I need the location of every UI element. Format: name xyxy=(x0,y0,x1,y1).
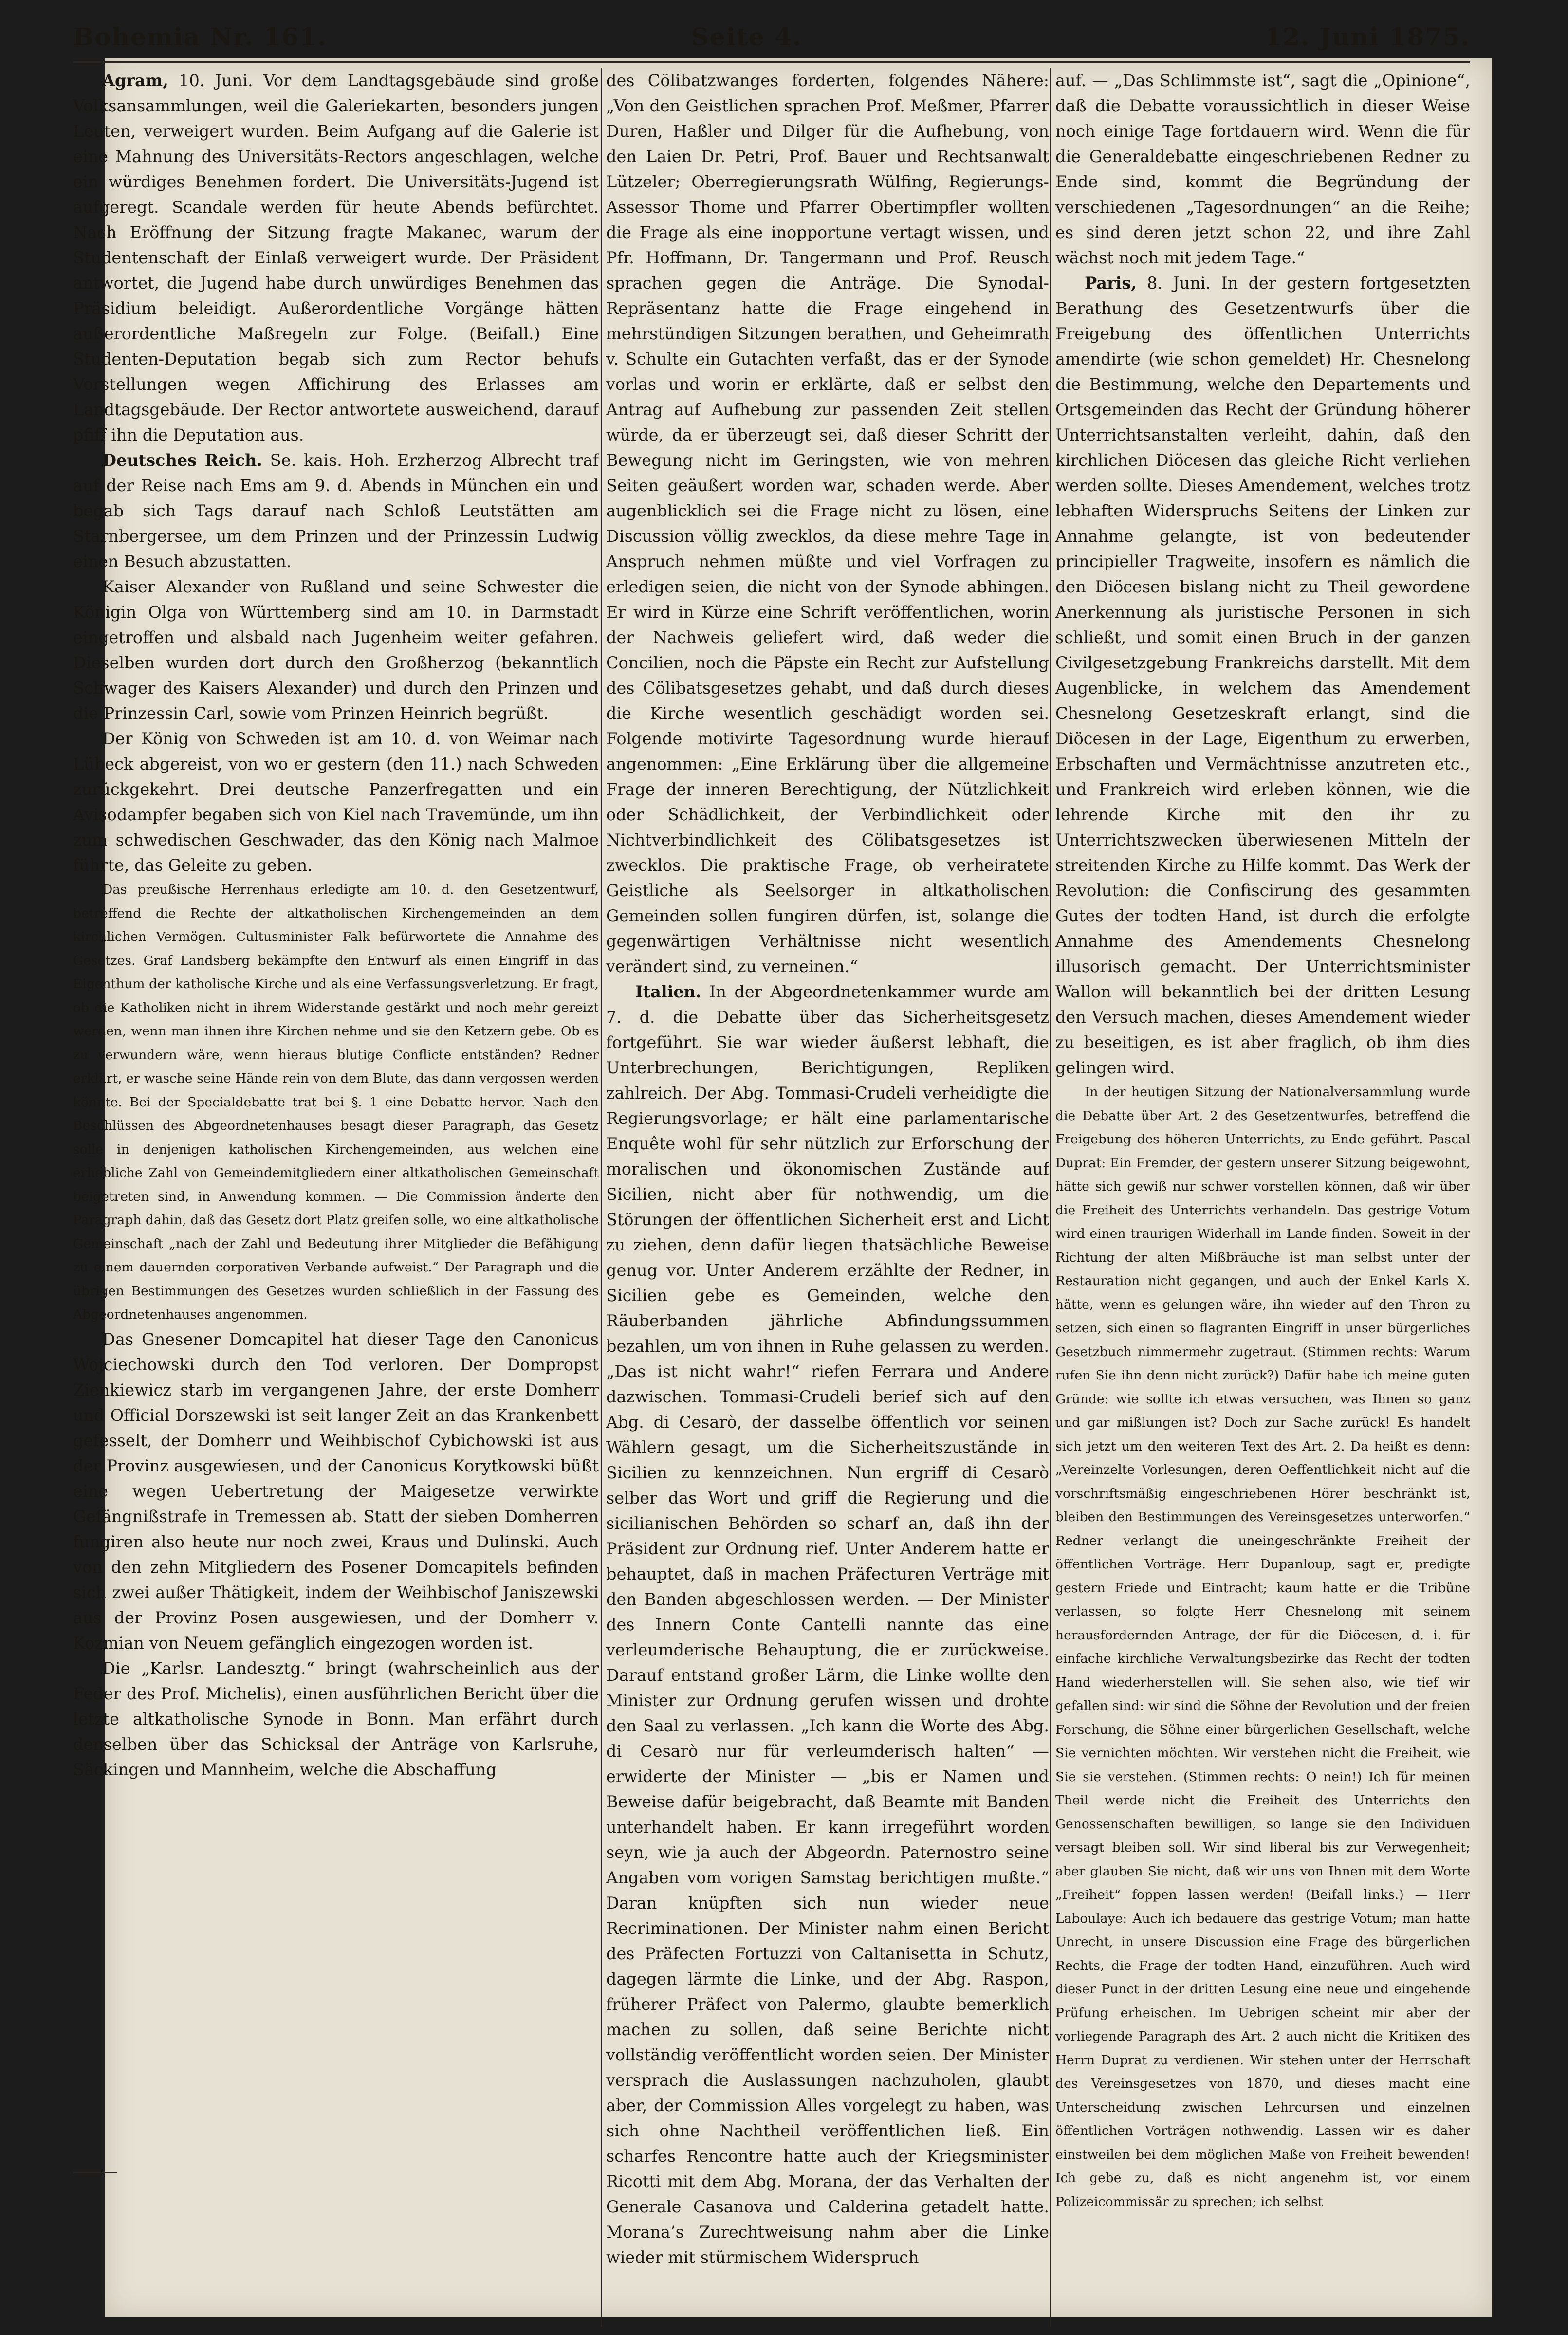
column-2 xyxy=(606,68,1049,2327)
article-nationalversammlung: In der heutigen Sitzung der Nationalversammlung wurde die Debatte über Art. 2 des Gesetzentwurfes, betreffend die Freigebung des höheren Unterrichts, zu Ende geführt. Pascal Duprat: Ein Fremder, der gestern unserer Sitzung beigewohnt, hätte sich gewiß nur schwer vorstellen können, daß wir über die Freiheit des Unterrichts verhandeln. Das gestrige Votum wird einen traurigen Widerhall im Lande finden. Soweit in der Richtung der alten Mißbräuche ist man selbst unter der Restauration nicht gegangen, und auch der Enkel Karls X. hätte, wenn es gelungen wäre, ihn wieder auf den Thron zu setzen, sich einen so flagranten Eingriff in unser bürgerliches Gesetzbuch nimmermehr zugetraut. (Stimmen rechts: Warum rufen Sie ihn denn nicht zurück?) Dafür habe ich meine guten Gründe: wie sollte ich etwas versuchen, was Ihnen so ganz und gar mißlungen ist? Doch zur Sache zurück! Es handelt sich jetzt um den weiteren Text des Art. 2. Da heißt es denn: „Vereinzelte Vorlesungen, deren Oeffentlichkeit nicht auf die vorschriftsmäßig eingeschriebenen Hörer beschränkt ist, bleiben den Bestimmungen des Vereinsgesetzes unterworfen.“ Redner verlangt die uneingeschränkte Freiheit der öffentlichen Vorträge. Herr Dupanloup, sagt er, predigte gestern Friede und Eintracht; kaum hatte er die Tribüne verlassen, so folgte Herr Chesnelong mit seinem herausfordernden Antrage, der für die Diöcesen, d. i. für einfache kirchliche Verwaltungsbezirke das Recht der todten Hand wiederherstellen will. Sie sehen also, wie tief wir gefallen sind: wir sind die Söhne der Revolution und der freien Forschung, die Söhne einer bürgerlichen Gesellschaft, welche Sie vernichten möchten. Wir verstehen nicht die Freiheit, wie Sie sie verstehen. (Stimmen rechts: O nein!) Ich für meinen Theil werde nicht die Freiheit des Unterrichts den Genossenschaften bewilligen, so lange sie den Individuen versagt bleiben soll. Wir sind liberal bis zur Verwegenheit; aber glauben Sie nicht, daß wir uns von Ihnen mit dem Worte „Freiheit“ foppen lassen werden! (Beifall links.) — Herr Laboulaye: Auch ich bedauere das gestrige Votum; man hatte Unrecht, in unsere Discussion eine Frage des bürgerlichen Rechts, die Frage der todten Hand, einzuführen. Auch wird dieser Punct in der dritten Lesung eine neue und eingehende Prüfung erheischen. Im Uebrigen scheint mir aber der vorliegende Paragraph des Art. 2 auch nicht die Kritiken des Herrn Duprat zu verdienen. Wir stehen unter der Herrschaft des Vereinsgesetzes von 1870, und dieses macht eine Unterscheidung zwischen Lehrcursen und einzelnen öffentlichen Vorträgen nothwendig. Lassen wir es daher einstweilen bei dem möglichen Maße von Freiheit bewenden! Ich gebe zu, daß es nicht angenehm ist, vor einem Polizeicommissär zu sprechen; ich selbst xyxy=(1055,1085,1470,2209)
article-deutsches-reich xyxy=(73,448,599,574)
article-agram-dateline: Agram, xyxy=(102,71,168,90)
article-italien-heading: Italien. xyxy=(635,982,701,1001)
article-agram xyxy=(73,68,599,448)
article-italien-body: In der Abgeordnetenkammer wurde am 7. d. die Debatte über das Sicherheitsgesetz fortgeführt. Sie war wieder äußerst lebhaft, die Unterbrechungen, Berichtigungen, Repliken zahlreich. Der Abg. Tommasi-Crudeli verheidigte die Regierungsvorlage; er hält eine parlamentarische Enquête wohl für sehr nützlich zur Erforschung der moralischen und ökonomischen Zustände auf Sicilien, nicht aber für nothwendig, um die Störungen der öffentlichen Sicherheit erst and Licht zu ziehen, denn dafür liegen thatsächliche Beweise genug vor. Unter Anderem erzählte der Redner, in Sicilien gebe es Gemeinden, welche den Räuberbanden jährliche Abfindungssummen bezahlen, um von ihnen in Ruhe gelassen zu werden. „Das ist nicht wahr!“ riefen Ferrara und Andere dazwischen. Tommasi-Crudeli berief sich auf den Abg. di Cesarò, der dasselbe öffentlich vor seinen Wählern gesagt, um die Sicherheitszustände in Sicilien zu kennzeichnen. Nun ergriff di Cesarò selber das Wort und griff die Regierung und die sicilianischen Behörden so scharf an, daß ihn der Präsident zur Ordnung rief. Unter Anderem hatte er behauptet, daß in machen Präfecturen Verträge mit den Banden abgeschlossen werden. — Der Minister des Innern Conte Cantelli nannte das eine verleumderische Behauptung, die er zurückweise. Darauf entstand großer Lärm, die Linke wollte den Minister zur Ordnung gerufen wissen und drohte den Saal zu verlassen. „Ich kann die Worte des Abg. di Cesarò nur für verleumderisch halten“ — erwiderte der Minister — „bis er Namen und Beweise dafür beigebracht, daß Beamte mit Banden unterhandelt haben. Er kann irregeführt worden seyn, wie ja auch der Abgeordn. Paternostro seine Angaben vom vorigen Samstag berichtigen mußte.“ Daran knüpften sich nun wieder neue Recriminationen. Der Minister nahm einen Bericht des Präfecten Fortuzzi von Caltanisetta in Schutz, dagegen lärmte die Linke, und der Abg. Raspon, früherer Präfect von Palermo, glaubte bemerklich machen zu sollen, daß seine Berichte nicht vollständig veröffentlicht worden seien. Der Minister versprach die Auslassungen nachzuholen, glaubt aber, der Commission Alles vorgelegt zu haben, was sich ohne Nachtheil veröffentlichen ließ. Ein scharfes Rencontre hatte auch der Kriegsminister Ricotti mit dem Abg. Morana, der das Verhalten der Generale Casanova und Calderina getadelt hatte. Morana’s Zurechtweisung nahm aber die Linke wieder mit stürmischem Widerspruch xyxy=(606,982,1049,2267)
article-herrenhaus: Das preußische Herrenhaus erledigte am 10. d. den Gesetzentwurf, betreffend die Rechte der altkatholischen Kirchengemeinden an dem kirchlichen Vermögen. Cultusminister Falk befürwortete die Annahme des Gesetzes. Graf Landsberg bekämpfte den Entwurf als einen Eingriff in das Eigenthum der katholische Kirche und als eine Verfassungsverletzung. Er fragt, ob die Katholiken nicht in ihrem Widerstande gestärkt und noch mehr gereizt werden, wenn man ihnen ihre Kirchen nehme und sie den Ketzern gebe. Ob es zu verwundern wäre, wenn hieraus blutige Conflicte entständen? Redner erklärt, er wasche seine Hände rein von dem Blute, das dann vergossen werden könnte. Bei der Specialdebatte trat bei §. 1 eine Debatte hervor. Nach den Beschlüssen des Abgeordnetenhauses besagt dieser Paragraph, das Gesetz solle in denjenigen katholischen Kirchengemeinden, aus welchen eine erhebliche Zahl von Gemeindemitgliedern einer altkatholischen Gemeinschaft beigetreten sind, in Anwendung kommen. — Die Commission änderte den Paragraph dahin, daß das Gesetz dort Platz greifen solle, wo eine altkatholische Gemeinschaft „nach der Zahl und Bedeutung ihrer Mitglieder die Befähigung zu einem dauernden corporativen Verbande aufweist.“ Der Paragraph und die übrigen Bestimmungen des Gesetzes wurden schließlich in der Fassung des Abgeordnetenhauses angenommen. xyxy=(73,882,599,1322)
column-divider-1 xyxy=(601,68,602,2327)
column-3 xyxy=(1055,68,1470,2327)
article-koenig-schweden: Der König von Schweden ist am 10. d. von Weimar nach Lübeck abgereist, von wo er gestern (den 11.) nach Schweden zurückgekehrt. Drei deutsche Panzerfregatten und ein Avisodampfer begaben sich von Kiel nach Travemünde, um ihn zum schwedischen Geschwader, das den König nach Malmoe führte, das Geleite zu geben. xyxy=(73,729,599,875)
header-rule xyxy=(73,61,1470,63)
article-coelibat-continued: des Cölibatzwanges forderten, folgendes Nähere: „Von den Geistlichen sprachen Prof. Meßmer, Pfarrer Duren, Haßler und Dilger für die Aufhebung, von den Laien Dr. Petri, Prof. Bauer und Rechtsanwalt Lützeler; Oberregierungsrath Wülfing, Regierungs-Assessor Thome und Pfarrer Obertimpfler wollten die Frage als eine inopportune vertagt wissen, und Pfr. Hoffmann, Dr. Tangermann und Prof. Reusch sprachen gegen die Anträge. Die Synodal-Repräsentanz hatte die Frage eingehend in mehrstündigen Sitzungen berathen, und Geheimrath v. Schulte ein Gutachten verfaßt, das er der Synode vorlas und worin er erklärte, daß er selbst den Antrag auf Aufhebung zur passenden Zeit stellen würde, da er überzeugt sei, daß dieser Schritt der Bewegung nicht im Geringsten, wie von mehren Seiten geäußert worden war, schaden werde. Aber augenblicklich sei die Frage nicht zu lösen, eine Discussion völlig zwecklos, da diese mehre Tage in Anspruch nehmen müßte und viel Vorfragen zu erledigen seien, die nicht von der Synode abhingen. Er wird in Kürze eine Schrift veröffentlichen, worin der Nachweis geliefert wird, daß weder die Concilien, noch die Päpste ein Recht zur Aufstellung des Cölibatsgesetzes gehabt, und daß durch dieses die Kirche wesentlich geschädigt worden sei. Folgende motivirte Tagesordnung wurde hierauf angenommen: „Eine Erklärung über die allgemeine Frage der inneren Berechtigung, der Nützlichkeit oder Schädlichkeit, der Verbindlichkeit oder Nichtverbindlichkeit des Cölibatsgesetzes ist zwecklos. Die praktische Frage, ob verheiratete Geistliche als Seelsorger in altkatholischen Gemeinden sollen fungiren dürfen, ist, solange die gegenwärtigen Verhältnisse nicht wesentlich verändert sind, zu verneinen.“ xyxy=(606,71,1049,976)
article-paris-dateline: Paris, xyxy=(1085,274,1137,293)
article-paris-body: 8. Juni. In der gestern fortgesetzten Berathung des Gesetzentwurfs über die Freigebung des öffentlichen Unterrichts amendirte (wie schon gemeldet) Hr. Chesnelong die Bestimmung, welche den Departements und Ortsgemeinden das Recht der Gründung höherer Unterrichtsanstalten verleiht, dahin, daß den kirchlichen Diöcesen das gleiche Richt verliehen werden sollte. Dieses Amendement, welches trotz lebhaften Widerspruchs Seitens der Linken zur Annahme gelangte, ist von bedeutender principieller Tragweite, insofern es nämlich die den Diöcesen bislang nicht zu Theil gewordene Anerkennung als juristische Personen in sich schließt, und somit einen Bruch in der ganzen Civilgesetzgebung Frankreichs darstellt. Mit dem Augenblicke, in welchem das Amendement Chesnelong Gesetzeskraft erlangt, sind die Diöcesen in der Lage, Eigenthum zu erwerben, Erbschaften und Vermächtnisse anzutreten etc., und Frankreich wird erleben können, wie die lehrende Kirche mit den ihr zu Unterrichtszwecken überwiesenen Mitteln der streitenden Kirche zu Hilfe kommt. Das Werk der Revolution: die Confiscirung des gesammten Gutes der todten Hand, ist durch die erfolgte Annahme des Amendements Chesnelong illusorisch gemacht. Der Unterrichtsminister Wallon will bekanntlich bei der dritten Lesung den Versuch machen, dieses Amendement wieder zu beseitigen, es ist aber fraglich, ob ihm dies gelingen wird. xyxy=(1055,274,1470,1077)
article-gnesener-domcapitel: Das Gnesener Domcapitel hat dieser Tage den Canonicus Wojciechowski durch den Tod verloren. Der Dompropst Zienkiewicz starb im vergangenen Jahre, der erste Domherr und Official Dorszewski ist seit langer Zeit an das Krankenbett gefesselt, der Domherr und Weihbischof Cybichowski ist aus der Provinz ausgewiesen, und der Canonicus Korytkowski büßt eine wegen Uebertretung der Maigesetze verwirkte Gefängnißstrafe in Tremessen ab. Statt der sieben Domherren fungiren also heute nur noch zwei, Kraus und Dulinski. Auch von den zehn Mitgliedern des Posener Domcapitels befinden sich zwei außer Thätigkeit, indem der Weihbischof Janiszewski aus der Provinz Posen ausgewiesen, und der Domherr v. Kozmian von Neuem gefänglich eingezogen worden ist. xyxy=(73,1329,599,1653)
article-paris xyxy=(1055,271,1470,1081)
column-1 xyxy=(73,68,599,2327)
header-issue: Bohemia Nr. 161. xyxy=(73,22,327,51)
article-deutsches-reich-heading: Deutsches Reich. xyxy=(102,451,263,470)
header-page-number: Seite 4. xyxy=(691,22,802,51)
article-agram-body: 10. Juni. Vor dem Landtagsgebäude sind große Volksansammlungen, weil die Galeriekarten, besonders jungen Leuten, verweigert wurden. Beim Aufgang auf die Galerie ist eine Mahnung des Universitäts-Rectors angeschlagen, welche ein würdiges Benehmen fordert. Die Universitäts-Jugend ist aufgeregt. Scandale werden für heute Abends befürchtet. Nach Eröffnung der Sitzung fragte Makanec, warum der Studentenschaft der Einlaß verweigert wurde. Der Präsident antwortet, die Jugend habe durch unwürdiges Benehmen das Präsidium beleidigt. Außerordentliche Vorgänge hätten außerordentliche Maßregeln zur Folge. (Beifall.) Eine Studenten-Deputation begab sich zum Rector behufs Vorstellungen wegen Affichirung des Erlasses am Landtagsgebäude. Der Rector antwortete ausweichend, darauf pfiff ihn die Deputation aus. xyxy=(73,71,599,444)
header-date: 12. Juni 1875. xyxy=(1265,22,1470,51)
article-kaiser-alexander: Kaiser Alexander von Rußland und seine Schwester die Königin Olga von Württemberg sind am 10. in Darmstadt eingetroffen und alsbald nach Jugenheim weiter gefahren. Dieselben wurden dort durch den Großherzog (bekanntlich Schwager des Kaisers Alexander) und durch den Prinzen und die Prinzessin Carl, sowie vom Prinzen Heinrich begrüßt. xyxy=(73,577,599,723)
column-divider-2 xyxy=(1050,68,1051,2327)
article-italien xyxy=(606,979,1049,2270)
article-italien-continued: auf. — „Das Schlimmste ist“, sagt die „Opinione“, daß die Debatte voraussichtlich in dieser Weise noch einige Tage fortdauern wird. Wenn die für die Generaldebatte eingeschriebenen Redner zu Ende sind, kommt die Begründung der verschiedenen „Tagesordnungen“ an die Reihe; es sind deren jetzt schon 22, und ihre Zahl wächst noch mit jedem Tage.“ xyxy=(1055,71,1470,267)
article-altkatholische-synode: Die „Karlsr. Landesztg.“ bringt (wahrscheinlich aus der Feder des Prof. Michelis), einen ausführlichen Bericht über die letzte altkatholische Synode in Bonn. Man erfährt durch denselben über das Schicksal der Anträge von Karlsruhe, Säckingen und Mannheim, welche die Abschaffung xyxy=(73,1658,599,1779)
margin-mark xyxy=(73,2172,117,2173)
article-deutsches-reich-body: Se. kais. Hoh. Erzherzog Albrecht traf auf der Reise nach Ems am 9. d. Abends in München ein und begab sich Tags darauf nach Schloß Leutstätten am Starnbergersee, um dem Prinzen und der Prinzessin Ludwig einen Besuch abzustatten. xyxy=(73,451,599,571)
